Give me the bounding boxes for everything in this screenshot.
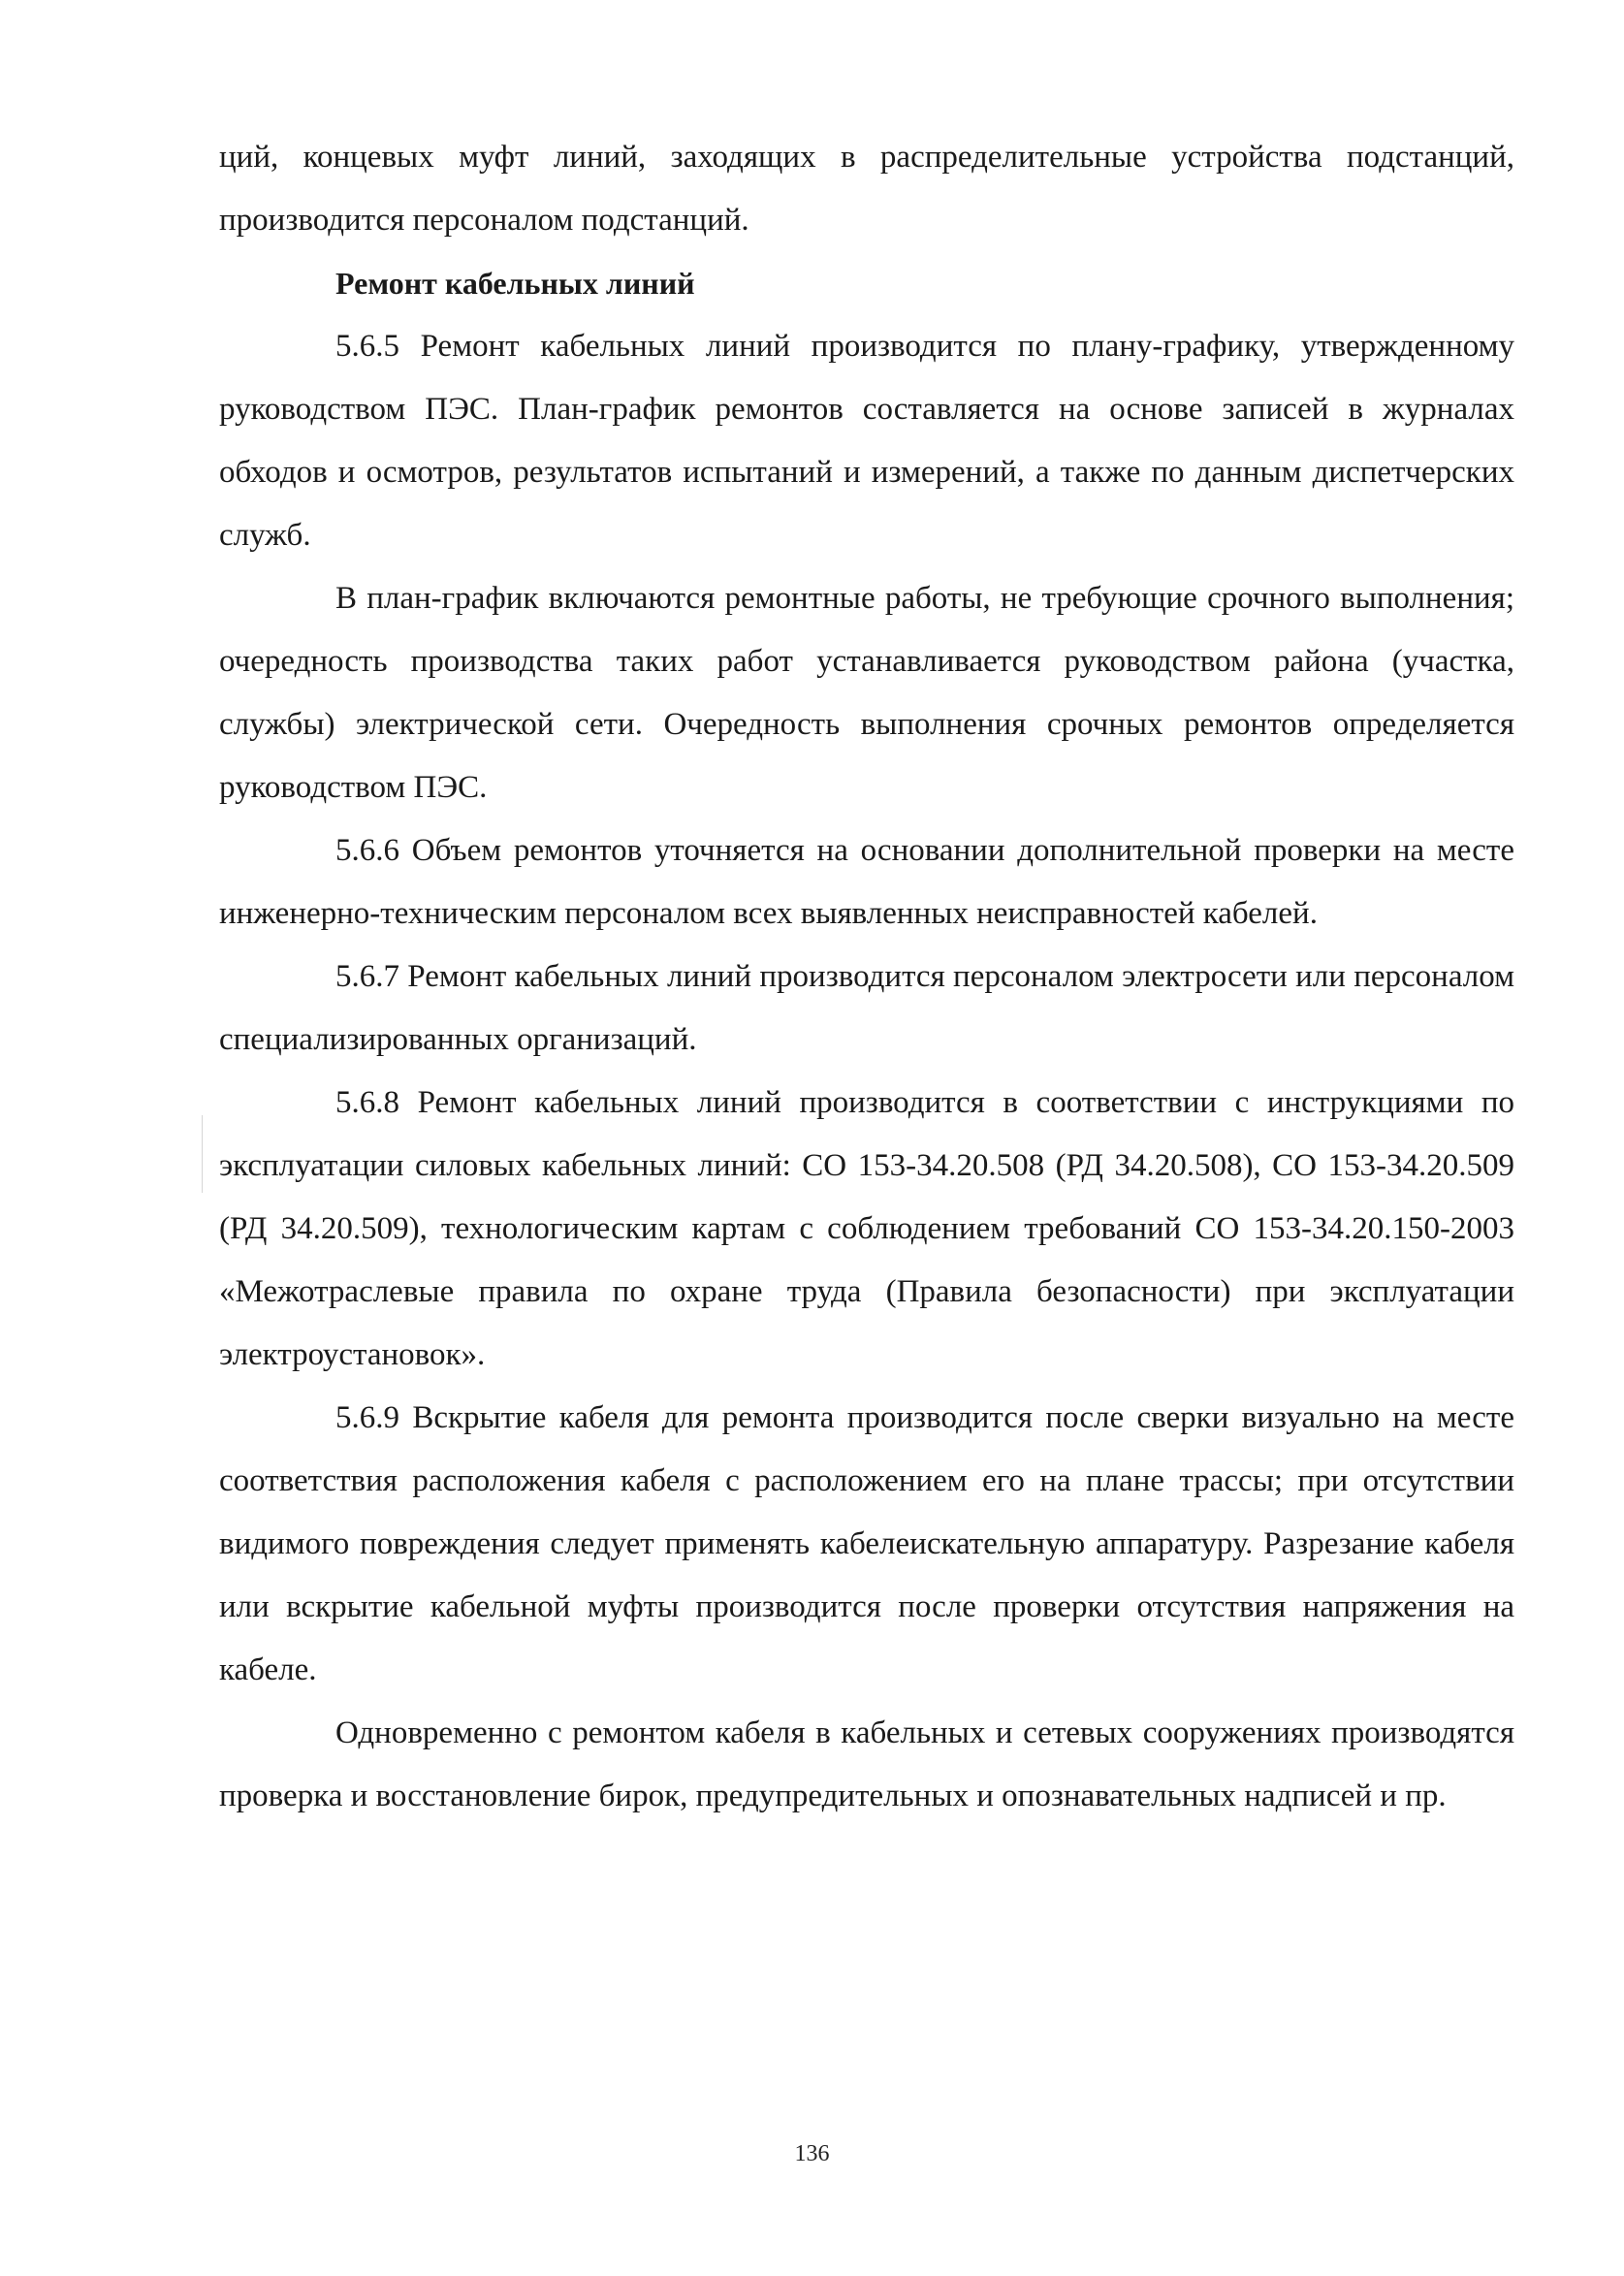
paragraph-plan-schedule: В план-график включаются ремонтные работы, не требующие срочного выполнения; очередность производства таких работ устанавливается руководством района (участка, службы) электрической сети. Очередность выполнения срочных ремонтов определяется руководством ПЭС. <box>219 581 1514 805</box>
paragraph-5-6-5: 5.6.5 Ремонт кабельных линий производится по плану-графику, утвержденному руководством ПЭС. План-график ремонтов составляется на основе записей в журналах обходов и осмотров, результатов испытаний и измерений, а также по данным диспетчерских служб. <box>219 329 1514 553</box>
paragraph-5-6-8: 5.6.8 Ремонт кабельных линий производится в соответствии с инструкциями по эксплуатации силовых кабельных линий: СО 153-34.20.508 (РД 34.20.508), СО 153-34.20.509 (РД 34.20.509), технологическим картам с соблюдением требований СО 153-34.20.150-2003 «Межотраслевые правила по охране труда (Правила безопасности) при эксплуатации электроустановок». <box>219 1085 1514 1372</box>
page-number: 136 <box>794 2141 830 2166</box>
section-heading: Ремонт кабельных линий <box>335 266 695 301</box>
paragraph-5-6-9: 5.6.9 Вскрытие кабеля для ремонта производится после сверки визуально на месте соответствия расположения кабеля с расположением его на плане трассы; при отсутствии видимого повреждения следует применять кабелеискательную аппаратуру. Разрезание кабеля или вскрытие кабельной муфты производится после проверки отсутствия напряжения на кабеле. <box>219 1400 1514 1687</box>
paragraph-continuation: ций, концевых муфт линий, заходящих в распределительные устройства подстанций, производится персоналом подстанций. <box>219 140 1514 238</box>
paragraph-5-6-6: 5.6.6 Объем ремонтов уточняется на основании дополнительной проверки на месте инженерно-техническим персоналом всех выявленных неисправностей кабелей. <box>219 833 1514 931</box>
document-body <box>219 126 1514 1828</box>
scan-margin-line <box>202 1115 203 1193</box>
paragraph-simultaneous-repair: Одновременно с ремонтом кабеля в кабельных и сетевых сооружениях производятся проверка и восстановление бирок, предупредительных и опознавательных надписей и пр. <box>219 1715 1514 1813</box>
paragraph-5-6-7: 5.6.7 Ремонт кабельных линий производится персоналом электросети или персоналом специализированных организаций. <box>219 959 1514 1057</box>
